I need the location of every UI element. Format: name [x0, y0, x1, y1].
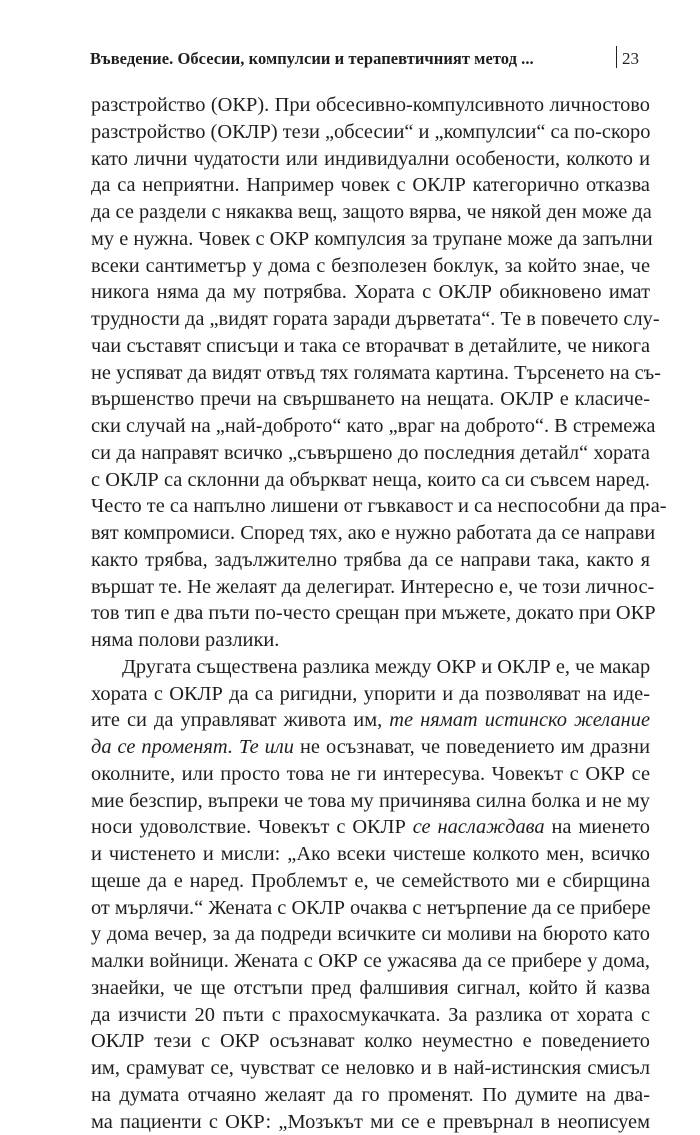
text-line: [91, 921, 650, 948]
text-run: на думата отчаяно желаят да го променят. По думите на два-: [91, 1084, 650, 1106]
text-run: знаейки, че ще отстъпи пред фалшивия сигнал, който й казва: [91, 977, 650, 999]
text-run: вършат те. Не желаят да делегират. Интересно е, че този личнос-: [91, 576, 654, 598]
text-run: у дома вечер, за да подреди всичките си моливи на бюрото като: [91, 923, 650, 945]
text-run: им, срамуват се, чувстват се неловко и в най-истинския смисъл: [91, 1057, 650, 1079]
text-run: с ОКЛР са склонни да объркват неща, които са си съвсем наред.: [91, 469, 650, 491]
text-line: [91, 172, 650, 199]
text-line: [91, 1055, 650, 1082]
text-run: вят компромиси. Според тях, ако е нужно работата да се направи: [91, 522, 655, 544]
text-line: [91, 119, 650, 146]
text-line: [91, 868, 650, 895]
text-line: [91, 1109, 650, 1135]
text-run: му е нужна. Човек с ОКР компулсия за трупане може да запълни: [91, 228, 653, 250]
text-line: [91, 948, 650, 975]
text-run: не осъзнават, че поведението им дразни: [294, 736, 650, 758]
text-line: [91, 467, 650, 494]
page-header: [90, 46, 650, 76]
text-run: разстройство (ОКЛР) тези „обсесии“ и „компулсии“ са по-скоро: [91, 121, 650, 143]
text-line: [91, 92, 650, 119]
italic-text: те нямат истинско желание: [389, 709, 650, 731]
text-run: носи удоволствие. Човекът с ОКЛР: [91, 816, 413, 838]
text-run: Другата съществена разлика между ОКР и ОКЛР е, че макар: [122, 656, 650, 678]
text-line: [91, 1028, 650, 1055]
text-run: разстройство (ОКР). При обсесивно-компулсивното личностово: [91, 94, 650, 116]
text-line: [91, 253, 650, 280]
text-run: не успяват да видят отвъд тях голямата картина. Търсенето на съ-: [91, 362, 661, 384]
text-line: [91, 895, 650, 922]
text-run: като лични чудатости или индивидуални особености, колкото и: [91, 148, 650, 170]
text-run: хората с ОКЛР да са ригидни, упорити и да позволяват на иде-: [91, 683, 650, 705]
text-run: щеше да е наред. Проблемът е, че семейството ми е сбирщина: [91, 870, 650, 892]
text-line: [91, 574, 650, 601]
text-line: [91, 146, 650, 173]
paragraph: [91, 92, 650, 654]
text-run: както трябва, задължително трябва да се направи така, както я: [91, 549, 650, 571]
text-run: да са неприятни. Например човек с ОКЛР категорично отказва: [91, 174, 650, 196]
text-line: [91, 1082, 650, 1109]
text-line: [91, 440, 650, 467]
text-run: трудности да „видят гората заради дърветата“. Те в повечето слу-: [91, 308, 660, 330]
text-line: [91, 520, 650, 547]
text-run: Често те са напълно лишени от гъвкавост и са неспособни да пра-: [91, 495, 667, 517]
text-run: ите си да управляват живота им,: [91, 709, 389, 731]
text-line: [91, 600, 650, 627]
text-line: [91, 493, 650, 520]
text-run: вършенство пречи на свършването на нещата. ОКЛР е класиче-: [91, 388, 650, 410]
text-line: [91, 360, 650, 387]
paragraph: [91, 654, 650, 1135]
text-line: [91, 761, 650, 788]
text-run: да изчисти 20 пъти с прахосмукачката. За разлика от хората с: [91, 1004, 650, 1026]
text-run: на миенето: [545, 816, 650, 838]
italic-text: да се променят. Те или: [91, 736, 294, 758]
text-line: [91, 279, 650, 306]
text-run: и чистенето и мисли: „Ако всеки чистеше колкото мен, всичко: [91, 843, 650, 865]
text-line: [91, 654, 650, 681]
text-line: [91, 333, 650, 360]
text-run: няма полови разлики.: [91, 629, 279, 651]
text-run: всеки сантиметър у дома с безполезен боклук, за който знае, че: [91, 255, 650, 277]
text-line: [91, 413, 650, 440]
page-number: 23: [622, 49, 639, 69]
text-run: никога няма да му потрябва. Хората с ОКЛР обикновено имат: [91, 281, 650, 303]
text-line: [91, 627, 650, 654]
text-line: [91, 734, 650, 761]
text-line: [91, 681, 650, 708]
text-run: ски случай на „най-доброто“ като „враг на доброто“. В стремежа: [91, 415, 655, 437]
text-line: [91, 975, 650, 1002]
text-run: си да направят всичко „съвършено до последния детайл“ хората: [91, 442, 650, 464]
header-divider: [616, 46, 617, 68]
text-line: [91, 386, 650, 413]
text-line: [91, 814, 650, 841]
text-run: малки войници. Жената с ОКР се ужасява да се прибере у дома,: [91, 950, 650, 972]
running-title: Въведение. Обсесии, компулсии и терапевтичният метод ...: [90, 49, 534, 69]
text-line: [91, 226, 650, 253]
text-run: ма пациенти с ОКР: „Мозъкът ми се е превърнал в неописуем: [91, 1111, 650, 1133]
body-text: [91, 92, 650, 1135]
text-line: [91, 841, 650, 868]
text-line: [91, 788, 650, 815]
text-run: ОКЛР тези с ОКР осъзнават колко неуместно е поведението: [91, 1030, 650, 1052]
text-run: от мърлячи.“ Жената с ОКЛР очаква с нетърпение да се прибере: [91, 897, 651, 919]
text-run: да се раздели с някаква вещ, защото вярва, че някой ден може да: [91, 201, 652, 223]
text-line: [91, 1002, 650, 1029]
text-run: околните, или просто това не ги интересува. Човекът с ОКР се: [91, 763, 650, 785]
text-run: чаи съставят списъци и така се вторачват в детайлите, че никога: [91, 335, 650, 357]
text-run: мие безспир, въпреки че това му причинява силна болка и не му: [91, 790, 650, 812]
text-line: [91, 306, 650, 333]
text-line: [91, 707, 650, 734]
text-line: [91, 547, 650, 574]
text-run: тов тип е два пъти по-често срещан при мъжете, докато при ОКР: [91, 602, 656, 624]
italic-text: се наслаждава: [413, 816, 545, 838]
text-line: [91, 199, 650, 226]
